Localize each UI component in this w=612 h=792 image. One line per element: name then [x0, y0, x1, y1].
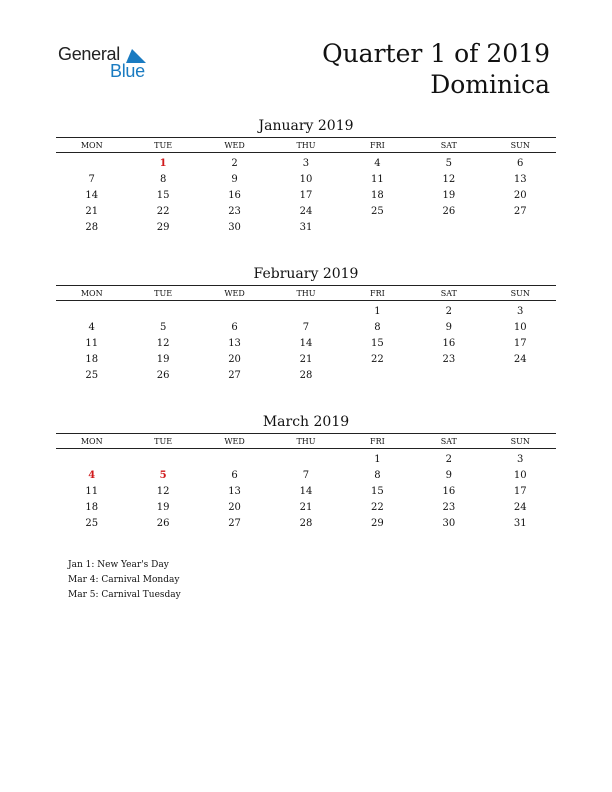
day-cell: 28	[299, 369, 313, 381]
day-cell: 9	[445, 321, 452, 333]
day-cell: 26	[156, 369, 170, 381]
weekday-label: SUN	[510, 288, 530, 298]
day-cell: 6	[231, 321, 238, 333]
weekday-header	[56, 433, 556, 449]
holiday-day-cell: 1	[159, 157, 167, 169]
weekday-label: SAT	[440, 140, 457, 150]
day-cell: 14	[299, 485, 313, 497]
week-row	[56, 155, 556, 171]
day-cell: 11	[85, 337, 99, 349]
day-cell: 24	[299, 205, 313, 217]
month-title: January 2019	[258, 118, 354, 134]
day-cell: 9	[445, 469, 452, 481]
day-cell: 7	[302, 321, 310, 333]
day-cell: 24	[513, 353, 527, 365]
day-cell: 8	[374, 321, 381, 333]
day-cell: 12	[156, 337, 170, 349]
day-cell: 20	[513, 189, 527, 201]
day-cell: 24	[513, 501, 527, 513]
title-country: Dominica	[430, 70, 550, 99]
day-cell: 8	[159, 173, 167, 185]
weekday-label: FRI	[370, 140, 385, 150]
logo-text-blue: Blue	[110, 61, 145, 81]
holiday-note: Mar 4: Carnival Monday	[68, 575, 180, 585]
week-row	[56, 335, 556, 351]
day-cell: 16	[228, 189, 241, 201]
weekday-label: THU	[296, 140, 316, 150]
weekday-label: TUE	[154, 140, 173, 150]
holiday-note: Mar 5: Carnival Tuesday	[68, 590, 181, 600]
weekday-label: SAT	[440, 288, 457, 298]
month-title: March 2019	[262, 414, 350, 430]
day-cell: 2	[445, 305, 452, 317]
week-row	[56, 515, 556, 531]
day-cell: 2	[445, 453, 452, 465]
week-row	[56, 499, 556, 515]
day-cell: 13	[228, 337, 241, 349]
day-cell: 13	[513, 173, 527, 185]
weekday-label: TUE	[154, 288, 173, 298]
day-cell: 17	[513, 485, 527, 497]
day-cell: 9	[231, 173, 238, 185]
day-cell: 10	[299, 173, 313, 185]
weekday-header	[56, 285, 556, 301]
month-title: February 2019	[253, 266, 359, 282]
day-cell: 17	[299, 189, 313, 201]
week-row	[56, 203, 556, 219]
day-cell: 14	[299, 337, 313, 349]
weekday-label: SUN	[510, 140, 530, 150]
weekday-label: SUN	[510, 436, 530, 446]
day-cell: 3	[302, 157, 310, 169]
day-cell: 31	[299, 221, 313, 233]
day-cell: 30	[228, 221, 241, 233]
page-title	[322, 38, 550, 100]
weekday-label: MON	[80, 140, 103, 150]
holiday-day-cell: 5	[159, 469, 167, 481]
day-cell: 23	[442, 353, 456, 365]
day-cell: 21	[299, 353, 313, 365]
title-quarter: Quarter 1 of 2019	[322, 39, 550, 68]
day-cell: 25	[85, 517, 99, 529]
month-march	[56, 413, 556, 531]
week-row	[56, 367, 556, 383]
week-row	[56, 483, 556, 499]
day-cell: 3	[517, 453, 524, 465]
day-cell: 12	[442, 173, 456, 185]
day-cell: 4	[374, 157, 381, 169]
day-cell: 12	[156, 485, 170, 497]
day-cell: 20	[228, 353, 241, 365]
day-cell: 29	[156, 221, 170, 233]
day-cell: 22	[371, 353, 384, 365]
day-cell: 23	[442, 501, 456, 513]
day-cell: 15	[156, 189, 170, 201]
weekday-label: FRI	[370, 436, 385, 446]
day-cell: 25	[85, 369, 99, 381]
day-cell: 10	[513, 469, 527, 481]
day-cell: 28	[85, 221, 99, 233]
weekday-header	[56, 137, 556, 153]
day-cell: 21	[299, 501, 313, 513]
weekday-label: WED	[224, 436, 245, 446]
generalblue-logo	[58, 44, 158, 84]
day-cell: 22	[156, 205, 170, 217]
day-cell: 21	[85, 205, 99, 217]
week-row	[56, 303, 556, 319]
holiday-notes	[68, 558, 181, 603]
day-cell: 17	[513, 337, 527, 349]
day-cell: 26	[442, 205, 456, 217]
day-cell: 19	[156, 353, 170, 365]
day-cell: 11	[371, 173, 384, 185]
month-january	[56, 117, 556, 235]
day-cell: 2	[231, 157, 238, 169]
weekday-label: THU	[296, 288, 316, 298]
day-cell: 1	[374, 453, 381, 465]
day-cell: 25	[371, 205, 384, 217]
week-row	[56, 467, 556, 483]
month-february	[56, 265, 556, 383]
week-row	[56, 351, 556, 367]
weekday-label: FRI	[370, 288, 385, 298]
weekday-label: WED	[224, 288, 245, 298]
weekday-label: WED	[224, 140, 245, 150]
weekday-label: TUE	[154, 436, 173, 446]
day-cell: 19	[156, 501, 170, 513]
day-cell: 7	[302, 469, 310, 481]
day-cell: 11	[85, 485, 99, 497]
day-cell: 5	[445, 157, 452, 169]
day-cell: 18	[371, 189, 384, 201]
day-cell: 15	[371, 337, 384, 349]
day-cell: 22	[371, 501, 384, 513]
weekday-label: THU	[296, 436, 316, 446]
day-cell: 28	[299, 517, 313, 529]
day-cell: 16	[442, 337, 456, 349]
day-cell: 27	[228, 369, 241, 381]
weekday-label: MON	[80, 288, 103, 298]
day-cell: 4	[88, 321, 95, 333]
day-cell: 14	[85, 189, 99, 201]
day-cell: 30	[442, 517, 456, 529]
day-cell: 19	[442, 189, 456, 201]
day-cell: 26	[156, 517, 170, 529]
day-cell: 15	[371, 485, 384, 497]
day-cell: 18	[85, 501, 99, 513]
weekday-label: SAT	[440, 436, 457, 446]
day-cell: 27	[228, 517, 241, 529]
day-cell: 1	[374, 305, 381, 317]
day-cell: 31	[513, 517, 527, 529]
day-cell: 6	[517, 157, 524, 169]
day-cell: 27	[513, 205, 527, 217]
holiday-day-cell: 4	[88, 469, 96, 481]
holiday-note: Jan 1: New Year's Day	[68, 560, 169, 570]
week-row	[56, 171, 556, 187]
day-cell: 7	[88, 173, 95, 185]
day-cell: 20	[228, 501, 241, 513]
day-cell: 16	[442, 485, 456, 497]
weekday-label: MON	[80, 436, 103, 446]
week-row	[56, 451, 556, 467]
day-cell: 8	[374, 469, 381, 481]
week-row	[56, 319, 556, 335]
day-cell: 10	[513, 321, 527, 333]
week-row	[56, 187, 556, 203]
day-cell: 29	[371, 517, 384, 529]
day-cell: 5	[159, 321, 167, 333]
logo-text-general: General	[58, 44, 120, 64]
day-cell: 18	[85, 353, 99, 365]
day-cell: 3	[517, 305, 524, 317]
week-row	[56, 219, 556, 235]
day-cell: 23	[228, 205, 241, 217]
day-cell: 13	[228, 485, 241, 497]
day-cell: 6	[231, 469, 238, 481]
